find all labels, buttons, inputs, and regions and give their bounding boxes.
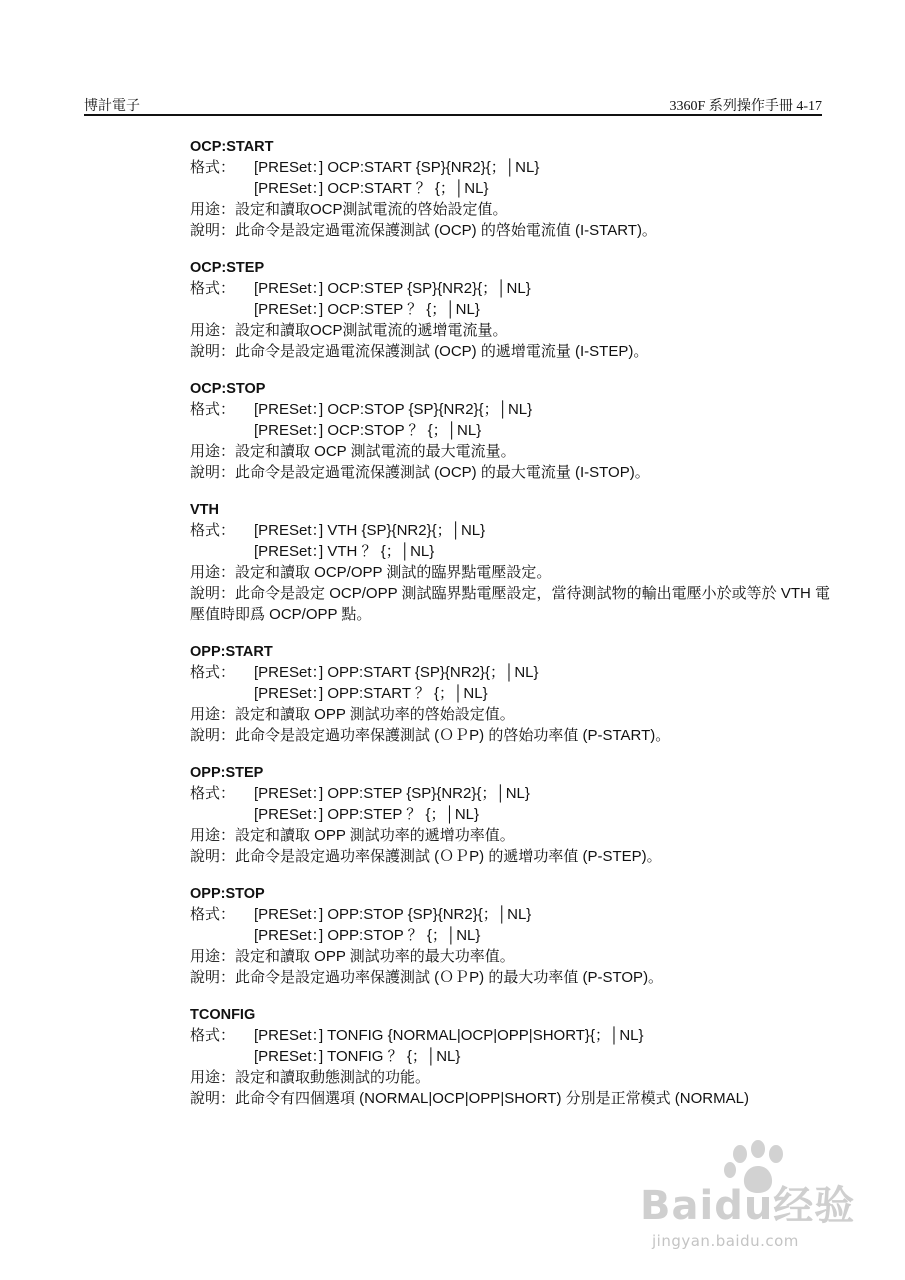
command-section [190, 259, 830, 362]
format-label: 格式： [190, 906, 236, 923]
format-label: 格式： [190, 1027, 236, 1044]
description-text: 說明：此命令是設定 OCP/OPP 測試臨界點電壓設定，當待測試物的輸出電壓小於或等於 VTH 電壓值時即爲 OCP/OPP 點。 [190, 585, 830, 623]
command-title: VTH [190, 502, 219, 518]
format-label: 格式： [190, 159, 236, 176]
watermark-url: jingyan.baidu.com [652, 1232, 799, 1250]
command-title: TCONFIG [190, 1007, 256, 1023]
usage-text: 用途：設定和讀取OCP測試電流的啓始設定值。 [190, 201, 508, 218]
description-text: 說明：此命令有四個選項 (NORMAL|OCP|OPP|SHORT) 分別是正常模式 (NORMAL) [190, 1090, 749, 1107]
format-line [190, 399, 830, 420]
watermark-brand: Baidu经验 [640, 1183, 856, 1229]
watermark [640, 1140, 860, 1260]
format-query: [PRESet：] OPP:STEP ？ {；│NL} [254, 806, 480, 823]
format-query: [PRESet：] OCP:START ？ {；│NL} [254, 180, 489, 197]
format-line [190, 783, 830, 804]
company-name: 博計電子 [84, 99, 140, 114]
usage-text: 用途：設定和讀取 OCP/OPP 測試的臨界點電壓設定。 [190, 564, 552, 581]
description-text: 說明：此命令是設定過功率保護測試 (ＯＰP) 的遞增功率值 (P-STEP)。 [190, 848, 662, 865]
description-text: 說明：此命令是設定過功率保護測試 (ＯＰP) 的啓始功率值 (P-START)。 [190, 727, 671, 744]
format-query: [PRESet：] VTH ？ {；│NL} [254, 543, 435, 560]
format-label: 格式： [190, 401, 236, 418]
description-text: 說明：此命令是設定過電流保護測試 (OCP) 的最大電流量 (I-STOP)。 [190, 464, 650, 481]
description-text: 說明：此命令是設定過功率保護測試 (ＯＰP) 的最大功率值 (P-STOP)。 [190, 969, 664, 986]
command-title: OCP:STOP [190, 381, 266, 397]
usage-text: 用途：設定和讀取OCP測試電流的遞增電流量。 [190, 322, 508, 339]
command-section [190, 138, 830, 241]
format-line [190, 157, 830, 178]
command-title: OPP:START [190, 644, 273, 660]
description-text: 說明：此命令是設定過電流保護測試 (OCP) 的遞增電流量 (I-STEP)。 [190, 343, 649, 360]
format-line [190, 904, 830, 925]
manual-title-page: 3360F 系列操作手冊 4-17 [669, 99, 822, 114]
command-title: OPP:STEP [190, 765, 264, 781]
command-section [190, 885, 830, 988]
format-set: [PRESet：] OPP:START {SP}{NR2}{；│NL} [254, 664, 539, 681]
usage-text: 用途：設定和讀取 OPP 測試功率的遞增功率值。 [190, 827, 515, 844]
command-title: OCP:STEP [190, 260, 265, 276]
command-section [190, 380, 830, 483]
page-header [84, 93, 822, 115]
command-title: OCP:START [190, 139, 274, 155]
format-line [190, 1025, 830, 1046]
usage-text: 用途：設定和讀取 OCP 測試電流的最大電流量。 [190, 443, 516, 460]
format-label: 格式： [190, 664, 236, 681]
description-text: 說明：此命令是設定過電流保護測試 (OCP) 的啓始電流值 (I-START)。 [190, 222, 657, 239]
usage-text: 用途：設定和讀取 OPP 測試功率的最大功率值。 [190, 948, 515, 965]
format-query: [PRESet：] OPP:STOP ？ {；│NL} [254, 927, 481, 944]
usage-text: 用途：設定和讀取 OPP 測試功率的啓始設定值。 [190, 706, 515, 723]
format-set: [PRESet：] OCP:STOP {SP}{NR2}{；│NL} [254, 401, 533, 418]
format-set: [PRESet：] OCP:START {SP}{NR2}{；│NL} [254, 159, 540, 176]
command-section [190, 1006, 830, 1109]
command-title: OPP:STOP [190, 886, 265, 902]
command-section [190, 764, 830, 867]
format-label: 格式： [190, 280, 236, 297]
usage-text: 用途：設定和讀取動態測試的功能。 [190, 1069, 431, 1086]
format-set: [PRESet：] OPP:STOP {SP}{NR2}{；│NL} [254, 906, 532, 923]
format-line [190, 662, 830, 683]
format-label: 格式： [190, 785, 236, 802]
format-query: [PRESet：] OPP:START ？ {；│NL} [254, 685, 488, 702]
header-rule [84, 114, 822, 116]
format-set: [PRESet：] VTH {SP}{NR2}{；│NL} [254, 522, 486, 539]
format-set: [PRESet：] TONFIG {NORMAL|OCP|OPP|SHORT}{；│NL} [254, 1027, 644, 1044]
command-list [190, 138, 830, 1127]
format-line [190, 278, 830, 299]
format-query: [PRESet：] OCP:STEP ？ {；│NL} [254, 301, 480, 318]
format-query: [PRESet：] TONFIG ？ {；│NL} [254, 1048, 461, 1065]
command-section [190, 643, 830, 746]
command-section [190, 501, 830, 625]
format-line [190, 520, 830, 541]
format-query: [PRESet：] OCP:STOP ？ {；│NL} [254, 422, 482, 439]
format-set: [PRESet：] OCP:STEP {SP}{NR2}{；│NL} [254, 280, 531, 297]
format-label: 格式： [190, 522, 236, 539]
format-set: [PRESet：] OPP:STEP {SP}{NR2}{；│NL} [254, 785, 530, 802]
